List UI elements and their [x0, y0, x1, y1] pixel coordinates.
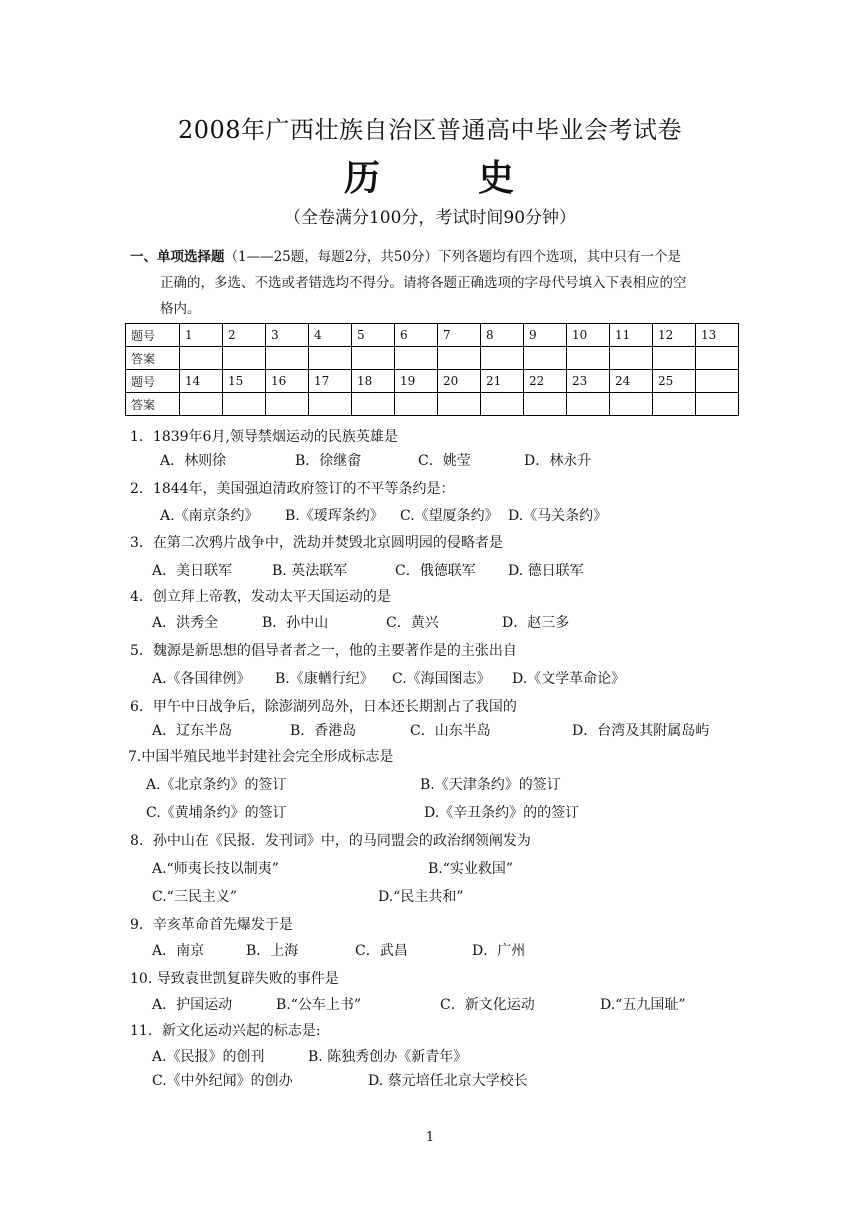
option-d: D．广州	[472, 943, 526, 959]
table-row	[126, 324, 739, 347]
answer-cell[interactable]	[696, 347, 739, 370]
question-stem: 5．魏源是新思想的倡导者者之一，他的主要著作是的主张出自	[130, 643, 517, 659]
answer-cell[interactable]	[610, 393, 653, 416]
question-number-cell: 1	[180, 324, 223, 347]
answer-cell[interactable]	[438, 347, 481, 370]
option-b: B．上海	[246, 943, 299, 959]
option-c: C.《黄埔条约》的签订	[146, 805, 287, 821]
option-d: D.《文学革命论》	[512, 671, 626, 687]
option-b: B．香港岛	[290, 723, 357, 739]
question-number-cell: 22	[524, 370, 567, 393]
question-stem: 2．1844年，美国强迫清政府签订的不平等条约是：	[130, 481, 455, 497]
option-a: A.《民报》的创刊	[152, 1049, 265, 1065]
question-number-cell: 5	[352, 324, 395, 347]
subject-char-1: 历	[343, 157, 382, 199]
answer-cell[interactable]	[266, 393, 309, 416]
option-c: C．武昌	[355, 943, 408, 959]
answer-cell[interactable]	[223, 347, 266, 370]
option-d: D.《马关条约》	[508, 508, 608, 524]
question-stem: 6．甲午中日战争后，除澎湖列岛外，日本还长期割占了我国的	[130, 699, 517, 715]
option-a: A.《各国律例》	[152, 671, 251, 687]
option-c: C．俄德联军	[395, 563, 476, 579]
question-stem: 7.中国半殖民地半封建社会完全形成标志是	[128, 749, 394, 765]
answer-cell[interactable]	[524, 347, 567, 370]
option-c: C.《望厦条约》	[400, 508, 499, 524]
answer-cell[interactable]	[352, 393, 395, 416]
exam-title: 2008年广西壮族自治区普通高中毕业会考试卷	[177, 116, 683, 144]
option-c: C．新文化运动	[440, 997, 535, 1013]
option-d: D. 德日联军	[508, 563, 584, 579]
option-b: B. 英法联军	[272, 563, 348, 579]
option-b: B．孙中山	[262, 615, 329, 631]
answer-cell[interactable]	[180, 347, 223, 370]
table-row	[126, 393, 739, 416]
answer-cell[interactable]	[524, 393, 567, 416]
option-b: B.“实业救国”	[428, 861, 514, 877]
question-number-cell: 8	[481, 324, 524, 347]
answer-cell[interactable]	[395, 393, 438, 416]
option-b: B. 陈独秀创办《新青年》	[308, 1049, 468, 1065]
question-number-cell: 4	[309, 324, 352, 347]
option-a: A．南京	[152, 943, 205, 959]
answer-cell[interactable]	[481, 393, 524, 416]
option-a: A．美日联军	[152, 563, 233, 579]
exam-note: （全卷满分100分，考试时间90分钟）	[283, 208, 577, 228]
row-label: 题号	[126, 370, 180, 393]
question-number-cell: 23	[567, 370, 610, 393]
answer-cell[interactable]	[481, 347, 524, 370]
answer-cell[interactable]	[266, 347, 309, 370]
answer-cell[interactable]	[567, 347, 610, 370]
option-c: C.《海国图志》	[392, 671, 491, 687]
option-a: A.《南京条约》	[160, 508, 259, 524]
table-row	[126, 347, 739, 370]
option-a: A.“师夷长技以制夷”	[152, 861, 279, 877]
option-b: B．徐继畲	[295, 453, 362, 469]
answer-cell[interactable]	[696, 393, 739, 416]
question-number-cell: 3	[266, 324, 309, 347]
question-number-cell: 16	[266, 370, 309, 393]
answer-cell[interactable]	[653, 347, 696, 370]
section-lead: 一、单项选择题	[130, 249, 225, 265]
option-d: D．林永升	[524, 453, 592, 469]
question-number-cell: 21	[481, 370, 524, 393]
question-number-cell	[696, 370, 739, 393]
question-number-cell: 7	[438, 324, 481, 347]
question-number-cell: 2	[223, 324, 266, 347]
question-number-cell: 12	[653, 324, 696, 347]
question-number-cell: 24	[610, 370, 653, 393]
option-a: A．辽东半岛	[152, 723, 233, 739]
subject-char-2: 史	[478, 157, 517, 199]
question-stem: 4．创立拜上帝教，发动太平天国运动的是	[130, 589, 391, 605]
answer-cell[interactable]	[223, 393, 266, 416]
option-c: C.《中外纪闻》的创办	[152, 1073, 293, 1089]
answer-cell[interactable]	[180, 393, 223, 416]
section-rest: （1——25题，每题2分，共50分）下列各题均有四个选项，其中只有一个是	[224, 249, 682, 265]
answer-cell[interactable]	[438, 393, 481, 416]
option-d: D. 蔡元培任北京大学校长	[368, 1073, 528, 1089]
question-number-cell: 9	[524, 324, 567, 347]
answer-cell[interactable]	[395, 347, 438, 370]
option-c: C．姚莹	[418, 453, 471, 469]
row-label: 答案	[126, 347, 180, 370]
section-line-2: 正确的，多选、不选或者错选均不得分。请将各题正确选项的字母代号填入下表相应的空	[160, 275, 687, 291]
section-instructions	[130, 244, 740, 322]
option-d: D．赵三多	[502, 615, 570, 631]
question-number-cell: 19	[395, 370, 438, 393]
question-number-cell: 20	[438, 370, 481, 393]
question-number-cell: 14	[180, 370, 223, 393]
option-d: D．台湾及其附属岛屿	[572, 723, 710, 739]
section-line-3: 格内。	[160, 301, 201, 317]
option-b: B.“公车上书”	[276, 997, 362, 1013]
question-number-cell: 15	[223, 370, 266, 393]
page-number: 1	[425, 1130, 435, 1145]
question-stem: 3．在第二次鸦片战争中，洗劫并焚毁北京圆明园的侵略者是	[130, 535, 503, 551]
answer-cell[interactable]	[610, 347, 653, 370]
answer-cell[interactable]	[567, 393, 610, 416]
answer-cell[interactable]	[653, 393, 696, 416]
option-a: A．护国运动	[152, 997, 233, 1013]
question-number-cell: 10	[567, 324, 610, 347]
question-stem: 10. 导致袁世凯复辟失败的事件是	[130, 971, 339, 987]
option-d: D.“五九国耻”	[600, 997, 686, 1013]
option-c: C．黄兴	[386, 615, 439, 631]
subject-heading	[0, 150, 860, 201]
answer-cell[interactable]	[352, 347, 395, 370]
question-stem: 9．辛亥革命首先爆发于是	[130, 917, 293, 933]
option-b: B.《康輶行纪》	[275, 671, 374, 687]
option-c: C．山东半岛	[410, 723, 491, 739]
option-b: B.《瑷珲条约》	[285, 508, 384, 524]
option-b: B.《天津条约》的签订	[420, 777, 561, 793]
question-number-cell: 25	[653, 370, 696, 393]
option-c: C.“三民主义”	[152, 889, 237, 905]
answer-cell[interactable]	[309, 347, 352, 370]
answer-table	[125, 323, 739, 416]
question-stem: 8．孙中山在《民报．发刊词》中，的马同盟会的政治纲领阐发为	[130, 833, 531, 849]
option-a: A.《北京条约》的签订	[146, 777, 287, 793]
question-number-cell: 18	[352, 370, 395, 393]
option-a: A．洪秀全	[152, 615, 219, 631]
option-d: D.“民主共和”	[378, 889, 464, 905]
question-stem: 1．1839年6月,领导禁烟运动的民族英雄是	[130, 429, 398, 445]
question-stem: 11．新文化运动兴起的标志是:	[130, 1023, 321, 1039]
question-number-cell: 17	[309, 370, 352, 393]
row-label: 题号	[126, 324, 180, 347]
row-label: 答案	[126, 393, 180, 416]
option-d: D.《辛丑条约》的的签订	[424, 805, 580, 821]
option-a: A．林则徐	[160, 453, 227, 469]
question-number-cell: 6	[395, 324, 438, 347]
table-row	[126, 370, 739, 393]
question-number-cell: 11	[610, 324, 653, 347]
answer-cell[interactable]	[309, 393, 352, 416]
question-number-cell: 13	[696, 324, 739, 347]
